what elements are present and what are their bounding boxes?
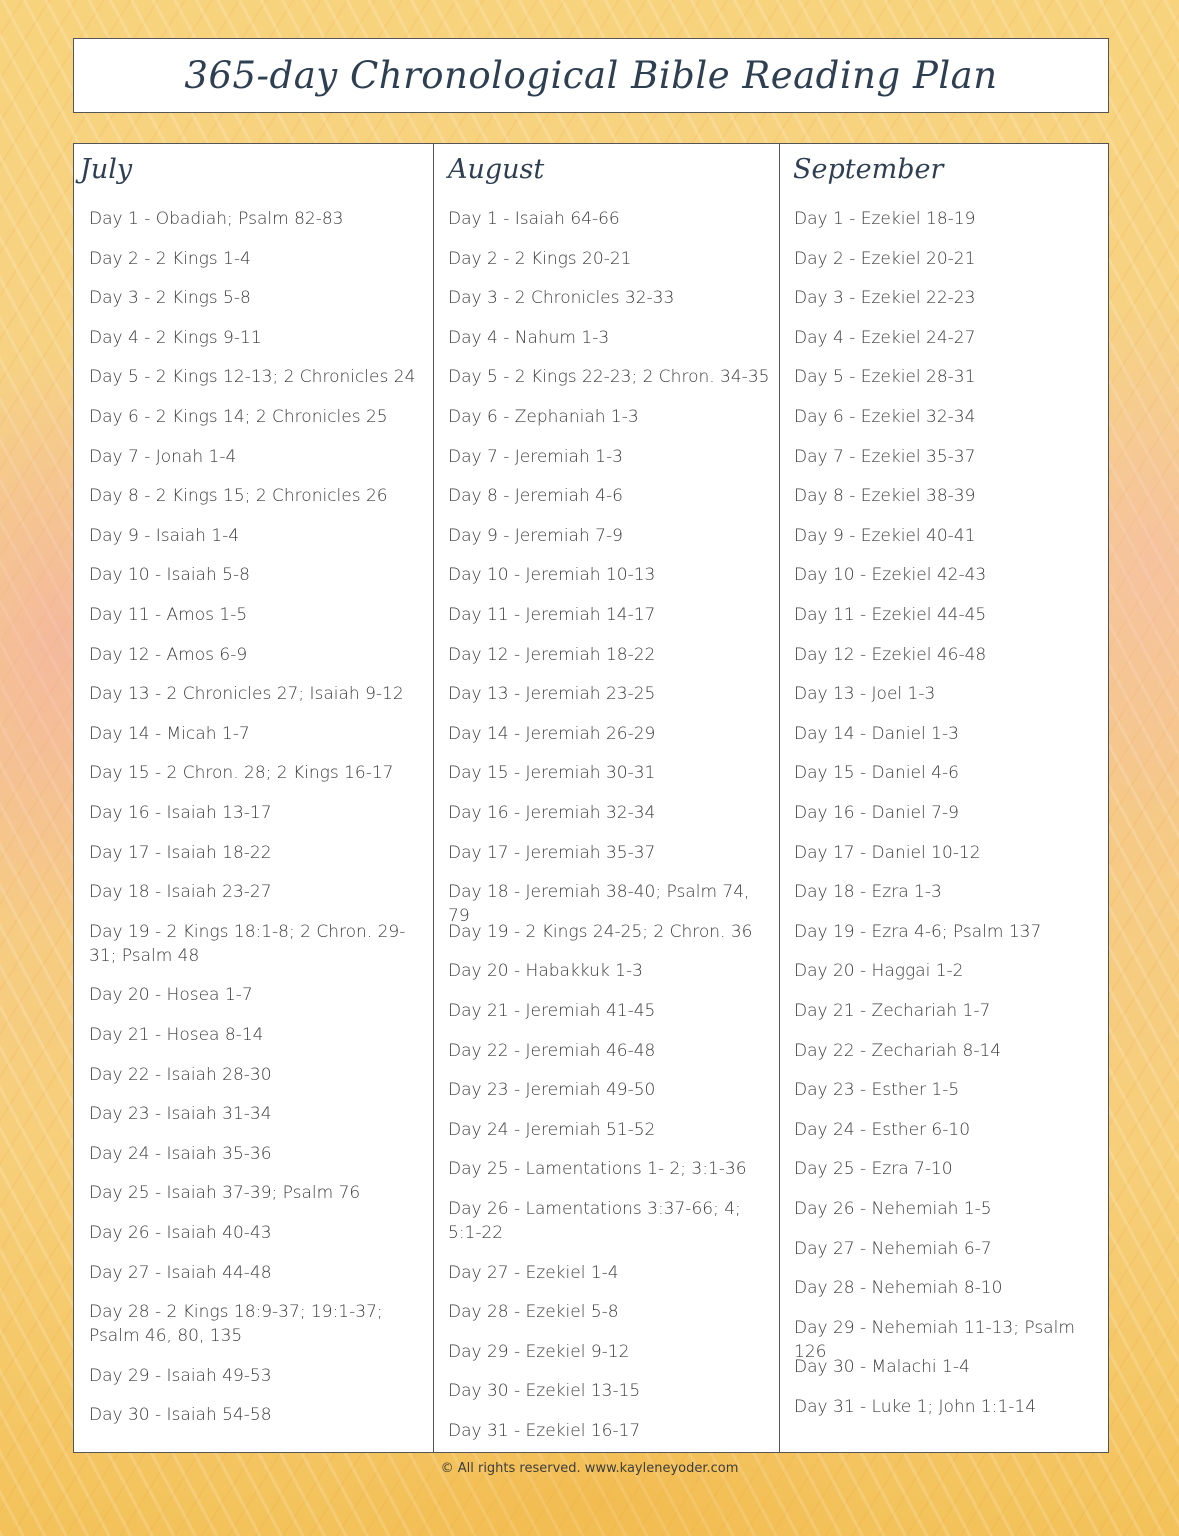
reading-entry: Day 26 - Isaiah 40-43 [89, 1223, 272, 1243]
reading-entry: Day 2 - 2 Kings 1-4 [89, 249, 251, 269]
reading-entry: Day 22 - Zechariah 8-14 [794, 1041, 1002, 1061]
reading-entry: Day 29 - Ezekiel 9-12 [448, 1342, 630, 1362]
month-column-july [74, 144, 433, 1452]
reading-entry: Day 22 - Isaiah 28-30 [89, 1065, 272, 1085]
reading-entry: Day 7 - Jonah 1-4 [89, 447, 237, 467]
reading-entry: Day 6 - Ezekiel 32-34 [794, 407, 976, 427]
reading-entry: Day 30 - Malachi 1-4 [794, 1357, 970, 1377]
reading-entry: Day 18 - Ezra 1-3 [794, 882, 942, 902]
reading-entry: Day 9 - Jeremiah 7-9 [448, 526, 623, 546]
reading-entry: Day 16 - Jeremiah 32-34 [448, 803, 656, 823]
reading-entry: Day 15 - Daniel 4-6 [794, 763, 959, 783]
reading-entry: Day 17 - Daniel 10-12 [794, 843, 981, 863]
month-heading-september: September [793, 154, 944, 185]
page-title: 365-day Chronological Bible Reading Plan [184, 54, 998, 97]
reading-entry: Day 9 - Ezekiel 40-41 [794, 526, 976, 546]
reading-entry: Day 26 - Lamentations 3:37-66; 4; 5:1-22 [448, 1199, 741, 1243]
copyright-footer: © All rights reserved. www.kayleneyoder.com [440, 1461, 739, 1476]
reading-entry: Day 28 - 2 Kings 18:9-37; 19:1-37; Psalm 46, 80, 135 [89, 1302, 383, 1346]
reading-entry: Day 8 - Ezekiel 38-39 [794, 486, 976, 506]
reading-entry: Day 27 - Nehemiah 6-7 [794, 1239, 992, 1259]
reading-entry: Day 2 - 2 Kings 20-21 [448, 249, 632, 269]
reading-entry: Day 16 - Daniel 7-9 [794, 803, 959, 823]
reading-entry: Day 4 - 2 Kings 9-11 [89, 328, 262, 348]
reading-entry: Day 12 - Ezekiel 46-48 [794, 645, 987, 665]
reading-entry: Day 19 - Ezra 4-6; Psalm 137 [794, 922, 1042, 942]
reading-entry: Day 25 - Lamentations 1- 2; 3:1-36 [448, 1159, 747, 1179]
reading-entry: Day 7 - Jeremiah 1-3 [448, 447, 623, 467]
reading-entry: Day 29 - Isaiah 49-53 [89, 1366, 272, 1386]
reading-entry: Day 3 - Ezekiel 22-23 [794, 288, 976, 308]
reading-entry: Day 1 - Obadiah; Psalm 82-83 [89, 209, 344, 229]
reading-entry: Day 8 - 2 Kings 15; 2 Chronicles 26 [89, 486, 388, 506]
reading-entry: Day 24 - Jeremiah 51-52 [448, 1120, 656, 1140]
month-column-september [779, 144, 1108, 1452]
reading-entry: Day 6 - Zephaniah 1-3 [448, 407, 639, 427]
reading-entry: Day 3 - 2 Chronicles 32-33 [448, 288, 675, 308]
reading-entry: Day 3 - 2 Kings 5-8 [89, 288, 251, 308]
reading-entry: Day 23 - Isaiah 31-34 [89, 1104, 272, 1124]
reading-entry: Day 31 - Luke 1; John 1:1-14 [794, 1397, 1037, 1417]
reading-entry: Day 8 - Jeremiah 4-6 [448, 486, 623, 506]
reading-entry: Day 17 - Jeremiah 35-37 [448, 843, 656, 863]
reading-entry: Day 24 - Isaiah 35-36 [89, 1144, 272, 1164]
reading-entry: Day 20 - Hosea 1-7 [89, 985, 253, 1005]
reading-entry: Day 10 - Jeremiah 10-13 [448, 565, 656, 585]
reading-entry: Day 20 - Habakkuk 1-3 [448, 961, 643, 981]
reading-entry: Day 10 - Ezekiel 42-43 [794, 565, 987, 585]
reading-entry: Day 13 - Joel 1-3 [794, 684, 936, 704]
reading-entry: Day 23 - Esther 1-5 [794, 1080, 960, 1100]
reading-entry: Day 19 - 2 Kings 24-25; 2 Chron. 36 [448, 922, 753, 942]
reading-entry: Day 31 - Ezekiel 16-17 [448, 1421, 641, 1441]
reading-entry: Day 27 - Ezekiel 1-4 [448, 1263, 619, 1283]
reading-entry: Day 13 - 2 Chronicles 27; Isaiah 9-12 [89, 684, 404, 704]
reading-entry: Day 21 - Hosea 8-14 [89, 1025, 264, 1045]
reading-plan-table [73, 143, 1109, 1453]
reading-entry: Day 15 - Jeremiah 30-31 [448, 763, 656, 783]
reading-entry: Day 21 - Zechariah 1-7 [794, 1001, 991, 1021]
month-heading-july: July [80, 154, 133, 185]
reading-entry: Day 14 - Micah 1-7 [89, 724, 250, 744]
reading-entry: Day 5 - Ezekiel 28-31 [794, 367, 976, 387]
reading-entry: Day 29 - Nehemiah 11-13; Psalm 126 [794, 1318, 1075, 1362]
reading-entry: Day 25 - Isaiah 37-39; Psalm 76 [89, 1183, 361, 1203]
reading-entry: Day 30 - Isaiah 54-58 [89, 1405, 272, 1425]
title-box [73, 38, 1109, 113]
reading-entry: Day 30 - Ezekiel 13-15 [448, 1381, 641, 1401]
reading-entry: Day 12 - Amos 6-9 [89, 645, 248, 665]
reading-entry: Day 14 - Daniel 1-3 [794, 724, 959, 744]
reading-entry: Day 2 - Ezekiel 20-21 [794, 249, 976, 269]
reading-entry: Day 28 - Nehemiah 8-10 [794, 1278, 1003, 1298]
reading-entry: Day 21 - Jeremiah 41-45 [448, 1001, 656, 1021]
reading-entry: Day 25 - Ezra 7-10 [794, 1159, 953, 1179]
reading-entry: Day 4 - Ezekiel 24-27 [794, 328, 976, 348]
reading-entry: Day 16 - Isaiah 13-17 [89, 803, 272, 823]
reading-entry: Day 6 - 2 Kings 14; 2 Chronicles 25 [89, 407, 388, 427]
reading-entry: Day 22 - Jeremiah 46-48 [448, 1041, 656, 1061]
reading-entry: Day 5 - 2 Kings 12-13; 2 Chronicles 24 [89, 367, 416, 387]
reading-entry: Day 11 - Amos 1-5 [89, 605, 248, 625]
reading-entry: Day 27 - Isaiah 44-48 [89, 1263, 272, 1283]
reading-entry: Day 19 - 2 Kings 18:1-8; 2 Chron. 29-31; Psalm 48 [89, 922, 406, 966]
reading-entry: Day 28 - Ezekiel 5-8 [448, 1302, 619, 1322]
month-heading-august: August [448, 154, 545, 185]
reading-entry: Day 26 - Nehemiah 1-5 [794, 1199, 992, 1219]
reading-entry: Day 14 - Jeremiah 26-29 [448, 724, 656, 744]
reading-entry: Day 11 - Jeremiah 14-17 [448, 605, 656, 625]
month-column-august [433, 144, 779, 1452]
reading-entry: Day 24 - Esther 6-10 [794, 1120, 971, 1140]
reading-entry: Day 7 - Ezekiel 35-37 [794, 447, 976, 467]
reading-entry: Day 13 - Jeremiah 23-25 [448, 684, 656, 704]
reading-entry: Day 15 - 2 Chron. 28; 2 Kings 16-17 [89, 763, 394, 783]
reading-entry: Day 9 - Isaiah 1-4 [89, 526, 240, 546]
reading-entry: Day 1 - Ezekiel 18-19 [794, 209, 976, 229]
reading-entry: Day 17 - Isaiah 18-22 [89, 843, 272, 863]
reading-entry: Day 23 - Jeremiah 49-50 [448, 1080, 656, 1100]
reading-entry: Day 18 - Jeremiah 38-40; Psalm 74, 79 [448, 882, 750, 926]
reading-entry: Day 20 - Haggai 1-2 [794, 961, 964, 981]
reading-entry: Day 18 - Isaiah 23-27 [89, 882, 272, 902]
reading-entry: Day 5 - 2 Kings 22-23; 2 Chron. 34-35 [448, 367, 770, 387]
reading-entry: Day 11 - Ezekiel 44-45 [794, 605, 987, 625]
reading-entry: Day 12 - Jeremiah 18-22 [448, 645, 656, 665]
reading-entry: Day 4 - Nahum 1-3 [448, 328, 610, 348]
reading-entry: Day 10 - Isaiah 5-8 [89, 565, 250, 585]
reading-entry: Day 1 - Isaiah 64-66 [448, 209, 620, 229]
